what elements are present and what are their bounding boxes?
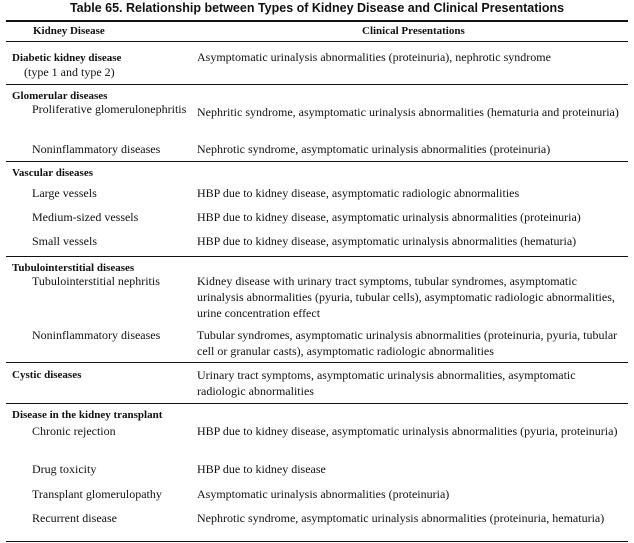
row-diabetic-sublabel: (type 1 and type 2) [24, 65, 115, 79]
row-recurrent-disease-presentation: Nephrotic syndrome, asymptomatic urinalysis abnormalities (proteinuria, hematuria) [197, 511, 605, 525]
row-glomerular-noninflammatory-presentation: Nephrotic syndrome, asymptomatic urinalysis abnormalities (proteinuria) [197, 142, 551, 156]
row-drug-toxicity-presentation: HBP due to kidney disease [197, 462, 326, 476]
row-large-vessels-label: Large vessels [32, 186, 97, 200]
section-divider [6, 403, 628, 404]
row-proliferative-presentation: Nephritic syndrome, asymptomatic urinalysis abnormalities (hematuria and proteinuria) [197, 105, 619, 119]
table-title: Table 65. Relationship between Types of Kidney Disease and Clinical Presentations [69, 1, 565, 15]
row-tubulointerstitial-nephritis-label: Tubulointerstitial nephritis [32, 274, 160, 288]
header-clinical-presentations: Clinical Presentations [362, 25, 465, 37]
row-chronic-rejection-presentation: HBP due to kidney disease, asymptomatic urinalysis abnormalities (pyuria, proteinuria) [197, 424, 618, 438]
row-proliferative-label: Proliferative glomerulonephritis [32, 102, 187, 116]
header-rule [6, 41, 628, 42]
row-medium-vessels-presentation: HBP due to kidney disease, asymptomatic urinalysis abnormalities (proteinuria) [197, 210, 581, 224]
group-glomerular: Glomerular diseases [12, 90, 108, 102]
row-tubulo-noninflammatory-label: Noninflammatory diseases [32, 328, 161, 342]
row-diabetic-label: Diabetic kidney disease [12, 52, 122, 64]
row-large-vessels-presentation: HBP due to kidney disease, asymptomatic radiologic abnormalities [197, 186, 520, 200]
section-divider [6, 161, 628, 162]
section-divider [6, 362, 628, 363]
row-transplant-glomerulopathy-label: Transplant glomerulopathy [32, 487, 162, 501]
row-glomerular-noninflammatory-label: Noninflammatory diseases [32, 142, 161, 156]
row-chronic-rejection-label: Chronic rejection [32, 424, 116, 438]
row-tubulointerstitial-nephritis-presentation: Kidney disease with urinary tract symptoms, tubular syndromes, asymptomatic urinalysis abnormalities (pyuria, tubular cells), asymptomatic radiologic abnormalities, urine concentration effect [197, 274, 615, 320]
row-drug-toxicity-label: Drug toxicity [32, 462, 97, 476]
row-cystic-presentation: Urinary tract symptoms, asymptomatic urinalysis abnormalities, asymptomatic radiologic abnormalities [197, 368, 576, 398]
row-transplant-glomerulopathy-presentation: Asymptomatic urinalysis abnormalities (proteinuria) [197, 487, 450, 501]
group-cystic: Cystic diseases [12, 369, 82, 381]
header-kidney-disease: Kidney Disease [33, 25, 105, 37]
row-small-vessels-label: Small vessels [32, 234, 97, 248]
row-recurrent-disease-label: Recurrent disease [32, 511, 117, 525]
section-divider [6, 84, 628, 85]
group-vascular: Vascular diseases [12, 167, 93, 179]
row-small-vessels-presentation: HBP due to kidney disease, asymptomatic urinalysis abnormalities (hematuria) [197, 234, 577, 248]
section-divider [6, 256, 628, 257]
row-tubulo-noninflammatory-presentation: Tubular syndromes, asymptomatic urinalysis abnormalities (proteinuria, pyuria, tubular cell or granular casts), asymptomatic radiologic abnormalities [197, 328, 618, 358]
row-diabetic-presentation: Asymptomatic urinalysis abnormalities (proteinuria), nephrotic syndrome [197, 50, 551, 64]
bottom-rule [6, 541, 628, 542]
group-tubulointerstitial: Tubulointerstitial diseases [12, 262, 135, 274]
top-rule [6, 20, 628, 22]
row-medium-vessels-label: Medium-sized vessels [32, 210, 139, 224]
group-kidney-transplant: Disease in the kidney transplant [12, 409, 163, 421]
